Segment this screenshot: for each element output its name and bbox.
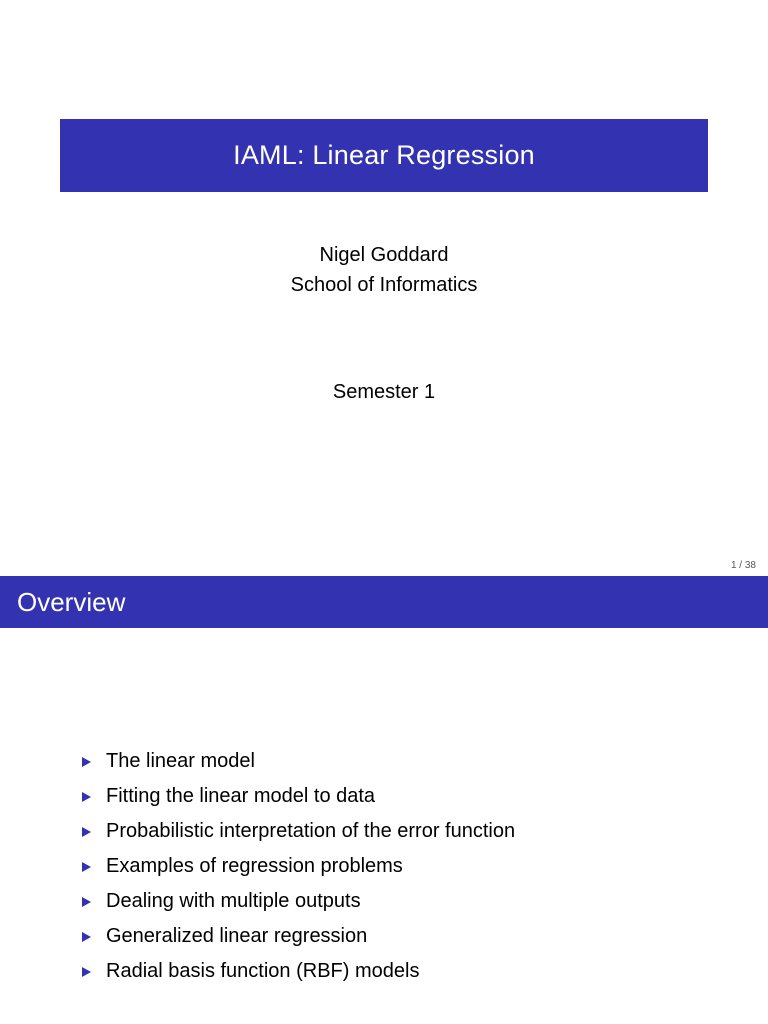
bullet-item [82, 779, 515, 814]
triangle-bullet-icon [82, 967, 91, 977]
triangle-bullet-icon [82, 932, 91, 942]
triangle-bullet-icon [82, 757, 91, 767]
bullet-text: Dealing with multiple outputs [106, 890, 361, 912]
frame-title-bar [0, 576, 768, 628]
slide-title: IAML: Linear Regression [233, 140, 535, 170]
bullet-item [82, 849, 515, 884]
overview-slide [0, 576, 768, 1024]
triangle-bullet-icon [82, 792, 91, 802]
date-text: Semester 1 [332, 381, 436, 403]
bullet-text: Generalized linear regression [106, 925, 368, 947]
bullet-text: Fitting the linear model to data [106, 785, 376, 807]
bullet-text: Radial basis function (RBF) models [106, 960, 420, 982]
author-block [0, 240, 768, 300]
bullet-item [82, 814, 515, 849]
page-number: 1 / 38 [730, 560, 756, 571]
triangle-bullet-icon [82, 897, 91, 907]
bullet-text: Examples of regression problems [106, 855, 403, 877]
bullet-list [82, 744, 515, 989]
triangle-bullet-icon [82, 827, 91, 837]
bullet-item [82, 884, 515, 919]
title-banner [60, 119, 708, 192]
triangle-bullet-icon [82, 862, 91, 872]
bullet-text: Probabilistic interpretation of the error function [106, 820, 516, 842]
bullet-text: The linear model [106, 750, 255, 772]
bullet-item [82, 744, 515, 779]
bullet-item [82, 919, 515, 954]
author-name: Nigel Goddard [319, 244, 449, 266]
bullet-item [82, 954, 515, 989]
author-affiliation: School of Informatics [290, 274, 478, 296]
frame-title: Overview [17, 586, 126, 617]
